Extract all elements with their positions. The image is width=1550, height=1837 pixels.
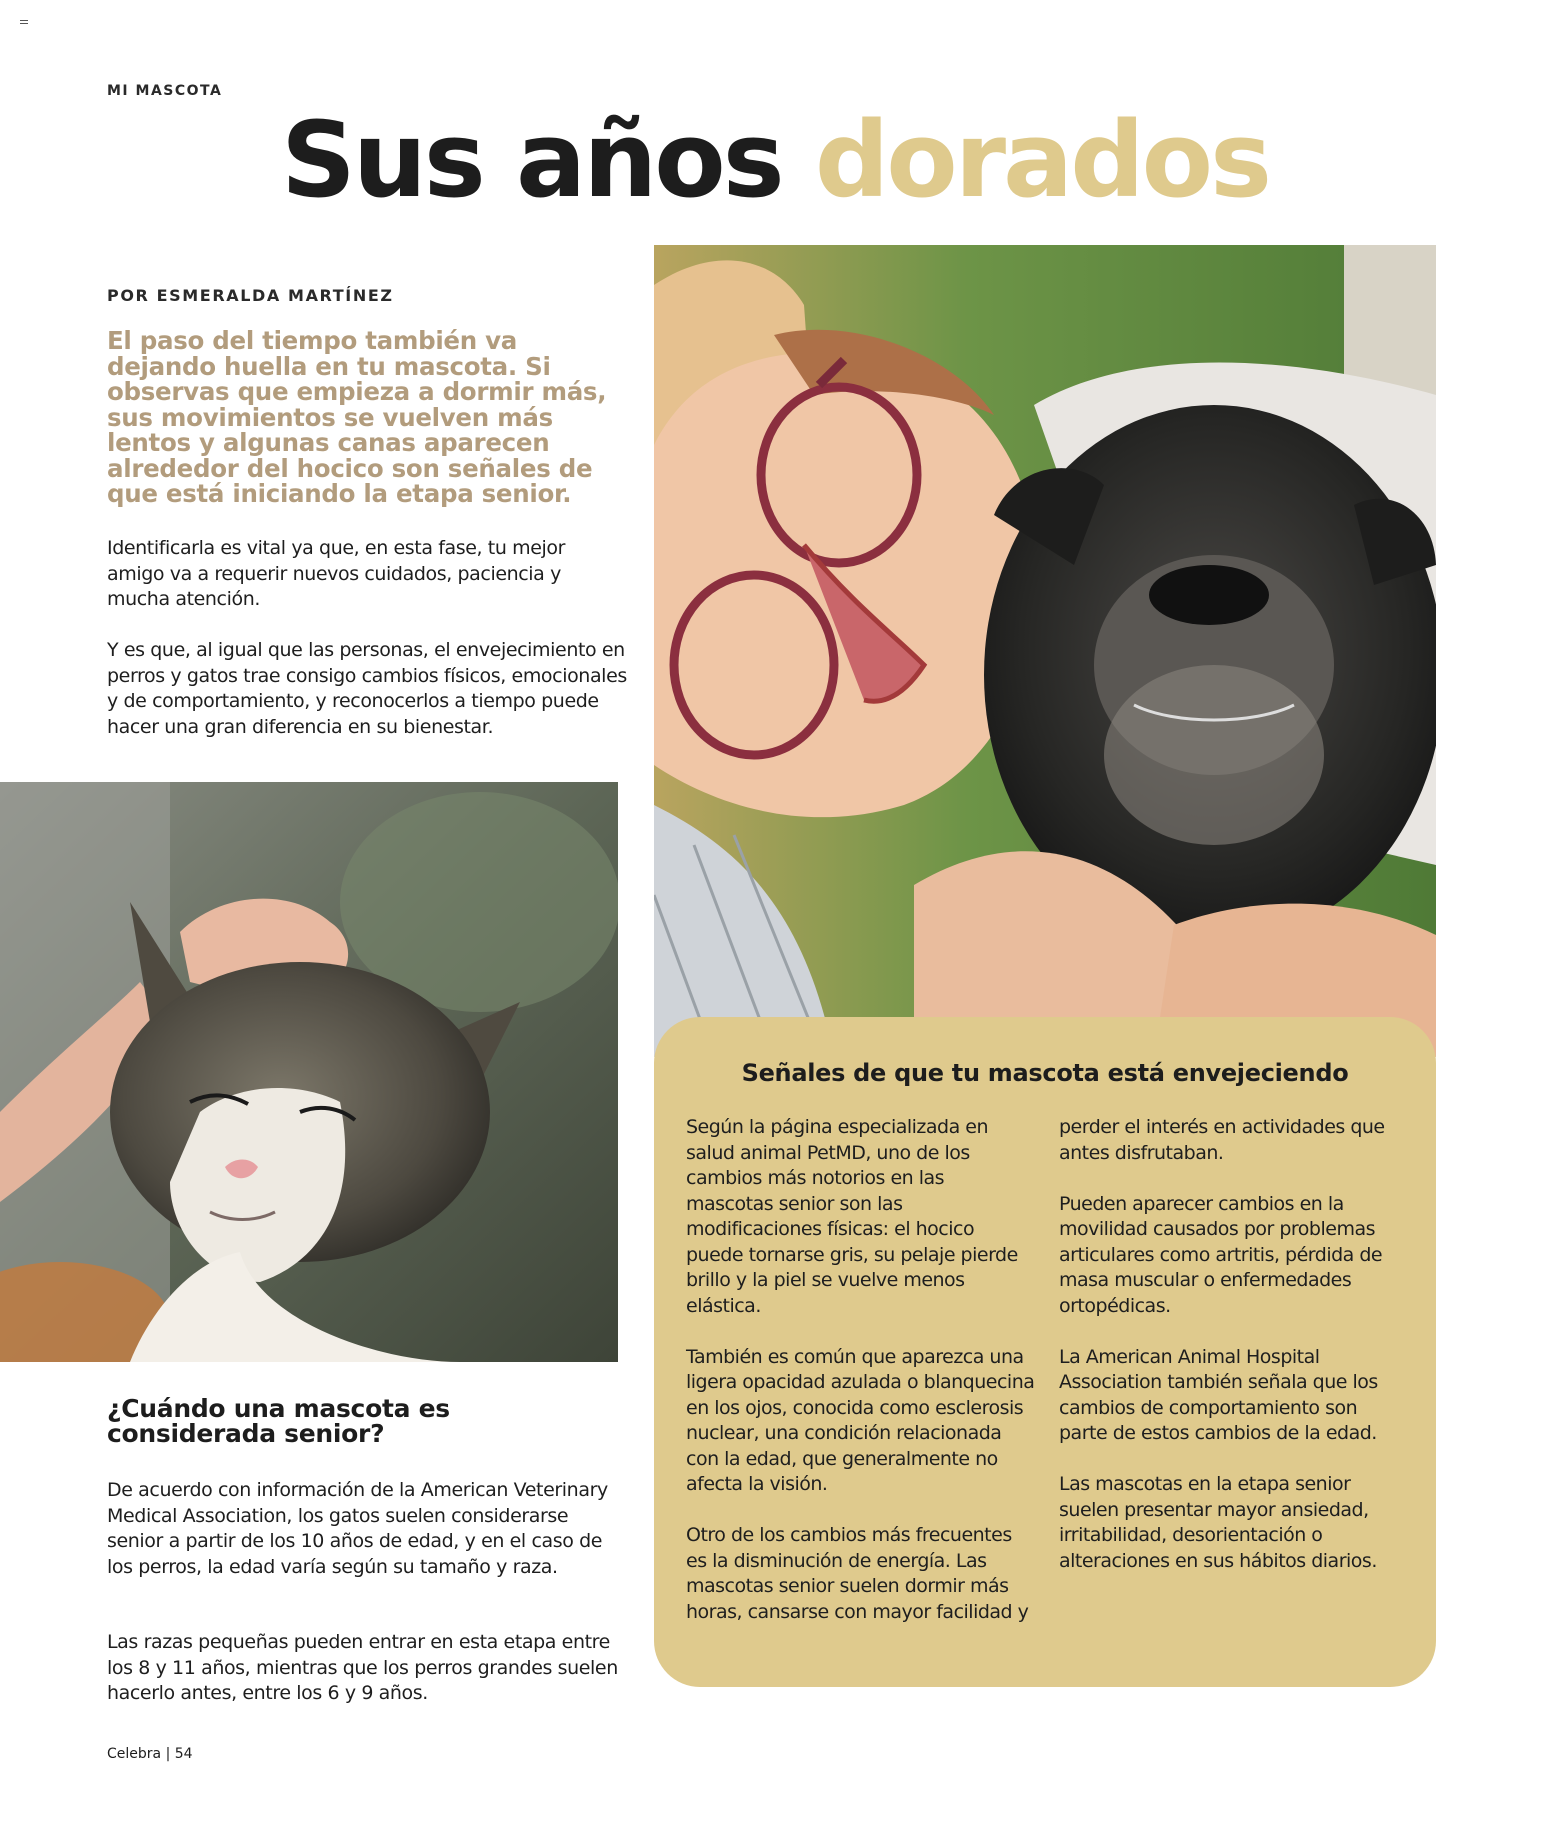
info-paragraph: Según la página especializada en salud animal PetMD, uno de los cambios más notorios en las mascotas senior son las modificaciones físicas: el hocico puede tornarse gris, su pelaje pierde brillo y la piel se vuelve menos elástica. bbox=[686, 1116, 1018, 1317]
info-paragraph: Otro de los cambios más frecuentes es la disminución de energía. Las mascotas senior suelen dormir más horas, cansarse con mayor facilidad y bbox=[686, 1524, 1029, 1623]
info-paragraph: Las mascotas en la etapa senior suelen presentar mayor ansiedad, irritabilidad, desorientación o alteraciones en sus hábitos diarios. bbox=[1059, 1473, 1377, 1572]
info-paragraph: También es común que aparezca una ligera opacidad azulada o blanquecina en los ojos, conocida como esclerosis nuclear, una condición relacionada con la edad, que generalmente no afecta la visión. bbox=[686, 1345, 1035, 1495]
page-title bbox=[0, 99, 1550, 221]
page-footer: Celebra | 54 bbox=[107, 1746, 193, 1762]
info-paragraph: La American Animal Hospital Association también señala que los cambios de comportamiento son parte de estos cambios de la edad. bbox=[1059, 1345, 1378, 1444]
info-column-left bbox=[686, 1115, 1036, 1651]
body-paragraph-2: Y es que, al igual que las personas, el envejecimiento en perros y gatos trae consigo cambios físicos, emocionales y de comportamiento, y reconocerlos a tiempo puede hacer una gran diferencia en su bienestar. bbox=[107, 639, 627, 738]
section-label: MI MASCOTA bbox=[107, 83, 223, 99]
menu-icon[interactable] bbox=[20, 20, 28, 26]
title-part-1: Sus años bbox=[280, 99, 782, 221]
info-paragraph: perder el interés en actividades que antes disfrutaban. bbox=[1059, 1116, 1385, 1164]
senior-paragraph-1: De acuerdo con información de la American Veterinary Medical Association, los gatos suelen considerarse senior a partir de los 10 años de edad, y en el caso de los perros, la edad varía según su tamaño y raza. bbox=[107, 1479, 608, 1578]
info-box-title: Señales de que tu mascota está envejeciendo bbox=[741, 1059, 1349, 1087]
woman-and-pug-photo bbox=[654, 245, 1436, 1057]
info-box bbox=[654, 1017, 1436, 1687]
body-paragraph-1: Identificarla es vital ya que, en esta fase, tu mejor amigo va a requerir nuevos cuidados, paciencia y mucha atención. bbox=[107, 537, 566, 610]
byline: POR ESMERALDA MARTÍNEZ bbox=[107, 286, 394, 305]
cat-photo bbox=[0, 782, 618, 1362]
senior-paragraph-2: Las razas pequeñas pueden entrar en esta etapa entre los 8 y 11 años, mientras que los perros grandes suelen hacerlo antes, entre los 6 y 9 años. bbox=[107, 1631, 618, 1704]
lead-paragraph: El paso del tiempo también va dejando huella en tu mascota. Si observas que empieza a dormir más, sus movimientos se vuelven más lentos y algunas canas aparecen alrededor del hocico son señales de que está iniciando la etapa senior. bbox=[107, 326, 607, 508]
info-column-right bbox=[1059, 1115, 1409, 1600]
info-paragraph: Pueden aparecer cambios en la movilidad causados por problemas articulares como artritis, pérdida de masa muscular o enfermedades ortopédicas. bbox=[1059, 1192, 1383, 1317]
section-subheading: ¿Cuándo una mascota es considerada senior? bbox=[107, 1394, 450, 1448]
title-part-2: dorados bbox=[814, 99, 1269, 221]
